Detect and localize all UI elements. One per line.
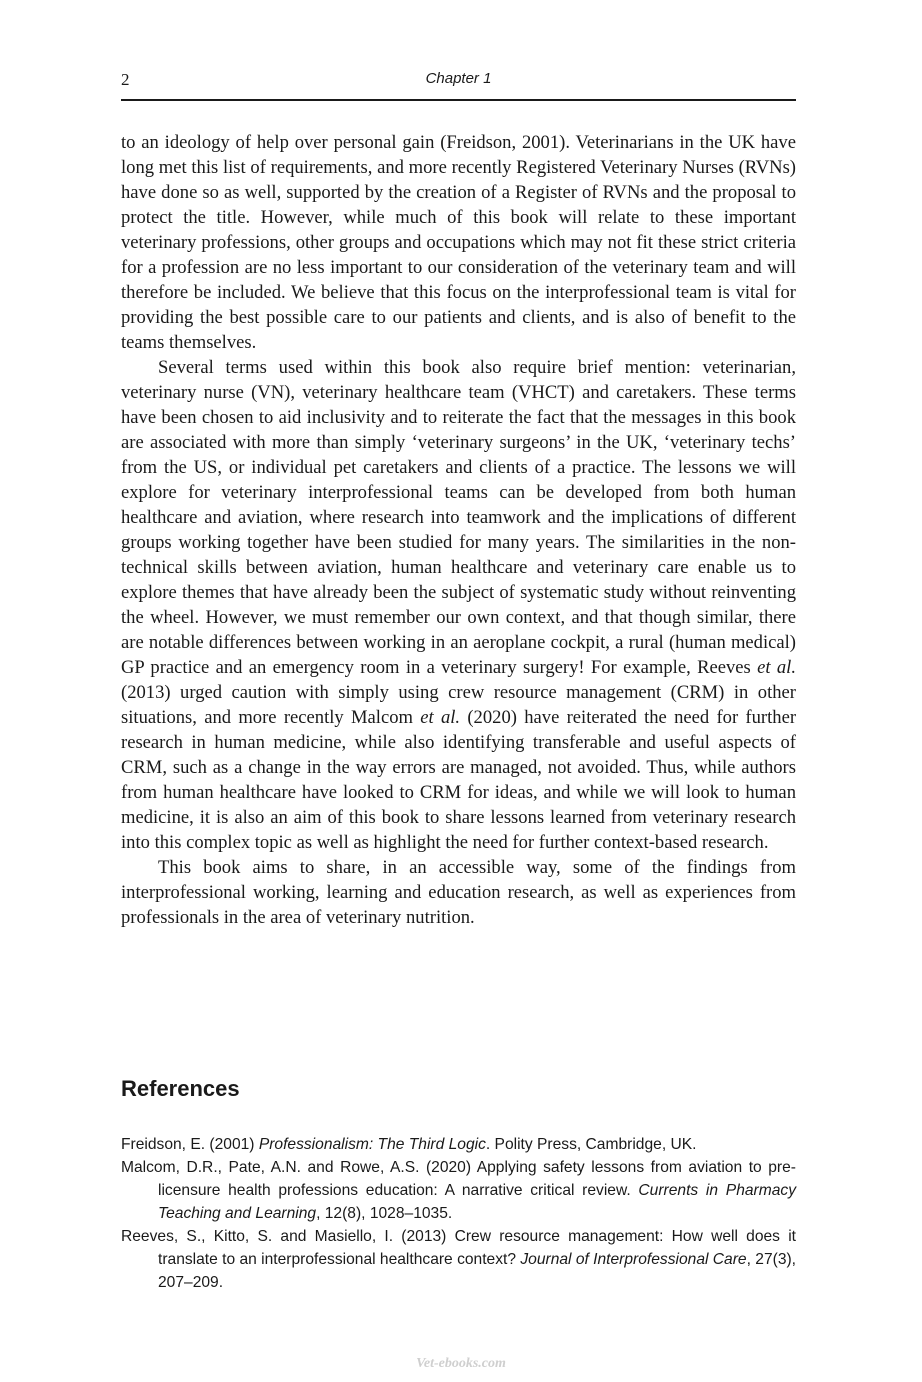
header-rule bbox=[121, 99, 796, 101]
reference-item: Reeves, S., Kitto, S. and Masiello, I. (2013) Crew resource management: How well does it translate to an interprofessional healthcare context? Journal of Interprofessional Care, 27(3), 207–209. bbox=[121, 1228, 797, 1291]
reference-item: Malcom, D.R., Pate, A.N. and Rowe, A.S. (2020) Applying safety lessons from aviation to pre-licensure health professions education: A narrative critical review. Currents in Pharmacy Teaching and Learning, 12(8), 1028–1035. bbox=[121, 1159, 796, 1222]
chapter-title: Chapter 1 bbox=[425, 70, 492, 87]
references-heading: References bbox=[121, 1076, 240, 1101]
paragraph-3: This book aims to share, in an accessible way, some of the findings from interprofessional working, learning and education research, as well as experiences from professionals in the area of veterinary nutrition. bbox=[121, 857, 796, 928]
paragraph-1: to an ideology of help over personal gain (Freidson, 2001). Veterinarians in the UK have long met this list of requirements, and more recently Registered Veterinary Nurses (RVNs) have done so as well, supported by the creation of a Register of RVNs and the proposal to protect the title. However, while much of this book will relate to these important veterinary professions, other groups and occupations which may not fit these strict criteria for a profession are no less important to our consideration of the veterinary team and will therefore be included. We believe that this focus on the interprofessional team is vital for providing the best possible care to our patients and clients, and is also of benefit to the teams themselves. bbox=[121, 132, 796, 353]
paragraph-2: Several terms used within this book also require brief mention: veterinarian, veterinary nurse (VN), veterinary healthcare team (VHCT) and caretakers. These terms have been chosen to aid inclusivity and to reiterate the fact that the messages in this book are associated with more than simply ‘veterinary surgeons’ in the UK, ‘veterinary techs’ from the US, or individual pet caretakers and clients of a practice. The lessons we will explore for veterinary interprofessional teams can be developed from both human healthcare and aviation, where research into teamwork and the implications of different groups working together have been studied for many years. The similarities in the non-technical skills between aviation, human healthcare and veterinary care enable us to explore themes that have already been the subject of systematic study without reinventing the wheel. However, we must remember our own context, and that though similar, there are notable differences between working in an aeroplane cockpit, a rural (human medical) GP practice and an emergency room in a veterinary surgery! For example, Reeves et al. (2013) urged caution with simply using crew resource management (CRM) in other situations, and more recently Malcom et al. (2020) have reiterated the need for further research in human medicine, while also identifying transferable and useful aspects of CRM, such as a change in the way errors are managed, not avoided. Thus, while authors from human healthcare have looked to CRM for ideas, and while we will look to human medicine, it is also an aim of this book to share lessons learned from veterinary research into this complex topic as well as highlight the need for further context-based research. bbox=[121, 357, 797, 853]
references-list bbox=[121, 1133, 796, 1294]
running-header bbox=[121, 70, 796, 94]
body-text bbox=[121, 130, 796, 930]
watermark: Vet-ebooks.com bbox=[416, 1356, 506, 1371]
reference-item: Freidson, E. (2001) Professionalism: The Third Logic. Polity Press, Cambridge, UK. bbox=[121, 1136, 697, 1153]
page-number: 2 bbox=[121, 70, 130, 89]
